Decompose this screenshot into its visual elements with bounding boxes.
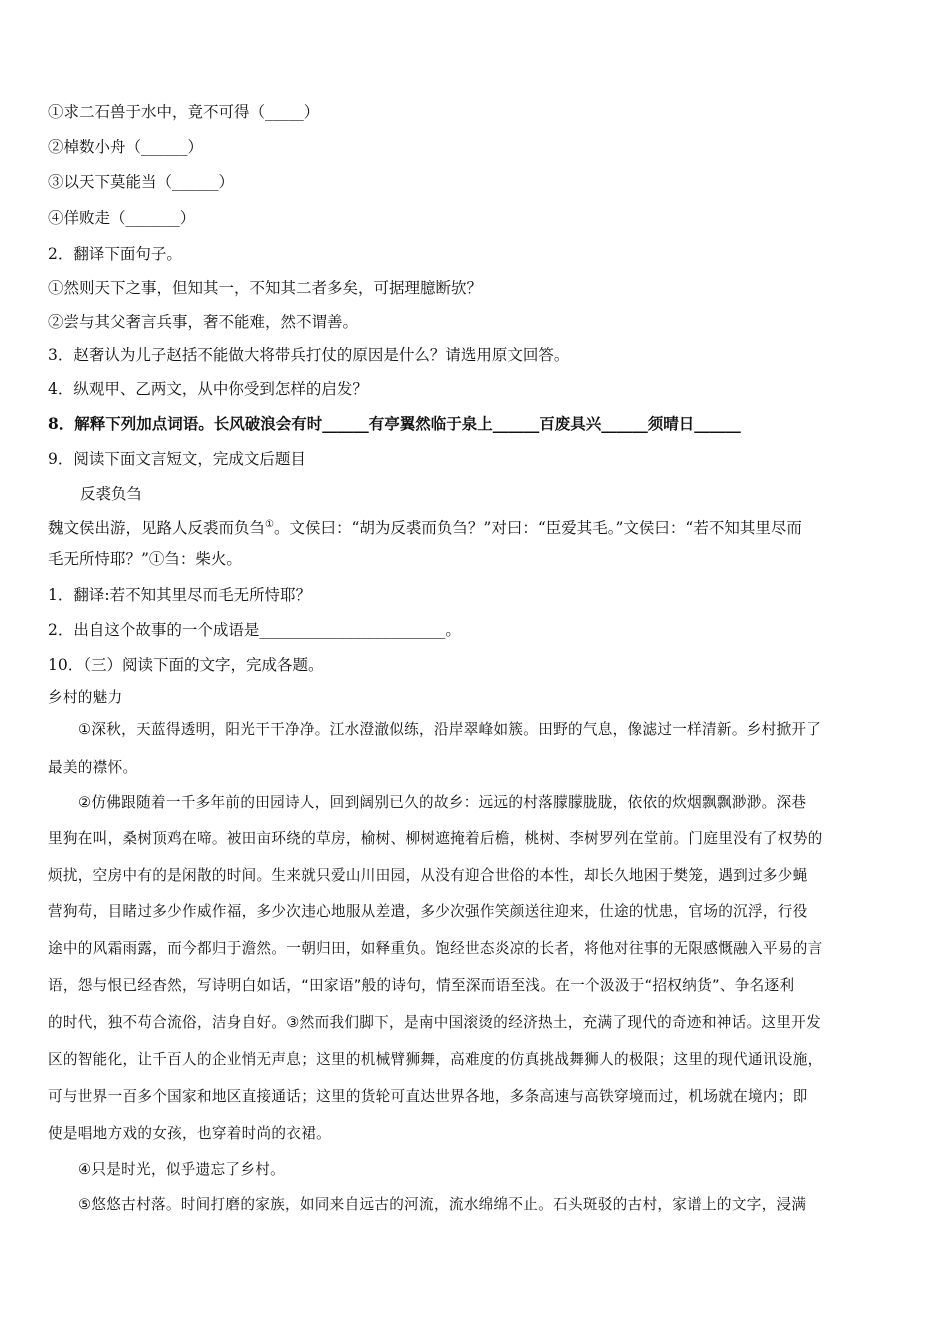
para-2-line-1: ②仿佛跟随着一千多年前的田园诗人，回到阔别已久的故乡：远远的村落朦朦胧胧，依依的炊烟飘飘渺渺。深巷 (78, 794, 807, 811)
question-3: 3．赵奢认为儿子赵括不能做大将带兵打仗的原因是什么？请选用原文回答。 (48, 346, 570, 364)
question-10: 10．（三）阅读下面的文字，完成各题。 (48, 656, 324, 674)
question-1-2: ②棹数小舟（______） (48, 138, 204, 156)
question-2: 2．翻译下面句子。 (48, 245, 182, 263)
para-2-line-3: 烦扰，空房中有的是闲散的时间。生来就只爱山川田园，从没有迎合世俗的本性，却长久地困于樊笼，遇到过多少蝇 (48, 867, 808, 884)
passage-text-1b: 。文侯曰：“胡为反裘而负刍？”对曰：“臣爱其毛。”文侯曰：“若不知其里尽而 (273, 519, 802, 538)
passage-title: 反裘负刍 (80, 485, 143, 503)
passage-text-1a: 魏文侯出游，见路人反裘而负刍 (48, 519, 266, 538)
question-1-4: ④佯败走（_______） (48, 209, 196, 227)
question-1-3: ③以天下莫能当（______） (48, 173, 235, 191)
para-2-line-7: 的时代，独不苟合流俗，洁身自好。③然而我们脚下，是南中国滚烫的经济热土，充满了现代的奇迹和神话。这里开发 (48, 1014, 821, 1031)
para-2-line-2: 里狗在叫，桑树顶鸡在啼。被田亩环绕的草房，榆树、柳树遮掩着后檐，桃树、李树罗列在堂前。门庭里没有了权势的 (48, 830, 823, 847)
para-1-line-1: ①深秋，天蓝得透明，阳光干干净净。江水澄澈似练，沿岸翠峰如簇。田野的气息，像滤过一样清新。乡村掀开了 (78, 721, 822, 738)
para-5-line-1: ⑤悠悠古村落。时间打磨的家族，如同来自远古的河流，流水绵绵不止。石头斑驳的古村，家谱上的文字，浸满 (78, 1196, 807, 1213)
para-2-line-9: 可与世界一百多个国家和地区直接通话；这里的货轮可直达世界各地，多条高速与高铁穿境而过，机场就在境内；即 (48, 1088, 808, 1105)
question-8: 8．解释下列加点词语。长风破浪会有时______有亭翼然临于泉上______百废具兴______须晴日______ (48, 414, 741, 433)
para-2-line-10: 使是唱地方戏的女孩，也穿着时尚的衣裙。 (48, 1125, 331, 1142)
footnote-marker: ① (265, 519, 274, 530)
para-4: ④只是时光，似乎遗忘了乡村。 (78, 1161, 286, 1178)
question-9-1: 1．翻译:若不知其里尽而毛无所恃耶？ (48, 586, 312, 604)
para-2-line-5: 途中的风霜雨露，而今都归于澹然。一朝归田，如释重负。饱经世态炎凉的长者，将他对往事的无限感慨融入平易的言 (48, 940, 823, 957)
para-2-line-4: 营狗苟，目睹过多少作威作福，多少次违心地服从差遣，多少次强作笑颜送往迎来，仕途的忧患，官场的沉浮，行役 (48, 903, 808, 920)
passage-line-1 (48, 515, 908, 538)
article-title: 乡村的魅力 (48, 689, 123, 706)
question-4: 4．纵观甲、乙两文，从中你受到怎样的启发？ (48, 380, 368, 398)
question-2-1: ①然则天下之事，但知其一，不知其二者多矣，可据理臆断欤？ (48, 279, 483, 297)
para-2-line-8: 区的智能化，让千百人的企业悄无声息；这里的机械臂狮舞，高难度的仿真挑战舞狮人的极限；这里的现代通讯设施， (48, 1051, 823, 1068)
question-2-2: ②尝与其父奢言兵事，奢不能难，然不谓善。 (48, 313, 359, 331)
question-9-2: 2．出自这个故事的一个成语是________________________。 (48, 621, 461, 639)
para-2-line-6: 语，怨与恨已经杳然，写诗明白如话，“田家语”般的诗句，情至深而语至浅。在一个汲汲于“招权纳货”、争名逐利 (48, 977, 795, 994)
question-9: 9．阅读下面文言短文，完成文后题目 (48, 450, 306, 468)
passage-line-2: 毛无所恃耶？”①刍：柴火。 (48, 550, 242, 568)
question-1-1: ①求二石兽于水中，竟不可得（_____） (48, 103, 320, 121)
para-1-line-2: 最美的襟怀。 (48, 759, 138, 776)
